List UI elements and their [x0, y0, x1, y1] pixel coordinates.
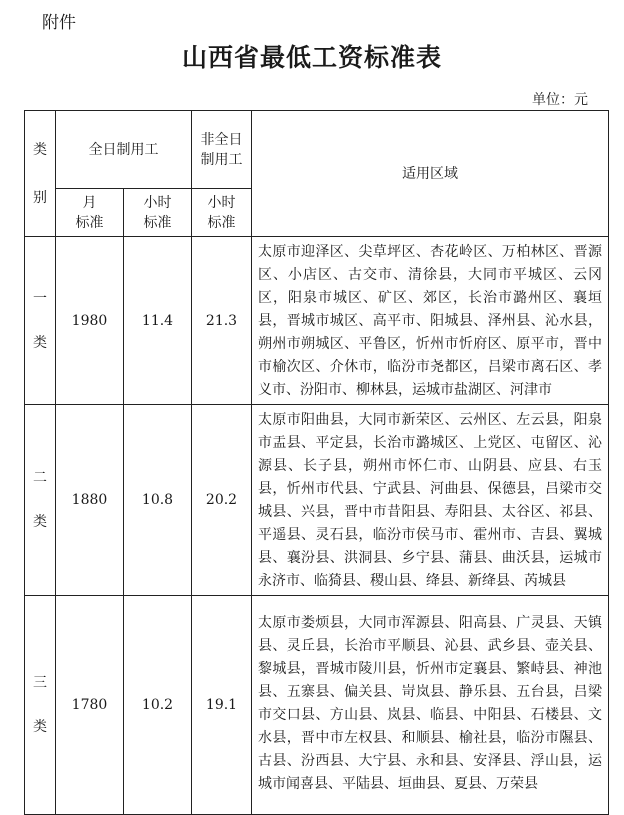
header-part-time: [192, 111, 252, 189]
minimum-wage-table: [24, 110, 609, 815]
row-category-line2: 类: [33, 334, 47, 351]
row-hourly-part: 19.1: [192, 596, 252, 815]
header-monthly-line1: 月: [82, 194, 97, 211]
row-monthly: 1780: [56, 596, 124, 815]
row-monthly: 1980: [56, 237, 124, 405]
row-regions: 太原市迎泽区、尖草坪区、杏花岭区、万柏林区、晋源区、小店区、古交市、清徐县，大同市平城区、云冈区，阳泉市城区、矿区、郊区，长治市潞州区、襄垣县，晋城市城区、高平市、阳城县、泽州县、沁水县，朔州市朔城区、平鲁区，忻州市忻府区、原平市，晋中市榆次区、介休市，临汾市尧都区，吕梁市离石区、孝义市、汾阳市、柳林县，运城市盐湖区、河津市: [252, 237, 609, 405]
header-category-line1: 类: [33, 141, 47, 158]
row-category-line1: 一: [33, 290, 47, 307]
row-hourly-full: 10.2: [124, 596, 192, 815]
row-monthly: 1880: [56, 405, 124, 596]
table-header-row: [25, 111, 609, 189]
row-regions: 太原市阳曲县，大同市新荣区、云州区、左云县，阳泉市盂县、平定县，长治市潞城区、上党区、屯留区、沁源县、长子县，朔州市怀仁市、山阴县、应县、右玉县，忻州市代县、宁武县、河曲县、保德县，吕梁市交城县、兴县，晋中市昔阳县、寿阳县、太谷区、祁县、平遥县、灵石县，临汾市侯马市、霍州市、吉县、翼城县、襄汾县、洪洞县、乡宁县、蒲县、曲沃县，运城市永济市、临猗县、稷山县、绛县、新绛县、芮城县: [252, 405, 609, 596]
header-hourly-part-line1: 小时: [207, 194, 236, 211]
header-regions: 适用区域: [252, 111, 609, 237]
unit-label: 单位：元: [532, 92, 588, 108]
header-category: [25, 111, 56, 237]
header-hourly-part-line2: 标准: [207, 214, 236, 231]
row-category-line1: 二: [33, 470, 47, 486]
header-category-line2: 别: [33, 189, 47, 206]
header-hourly-part: [192, 189, 252, 237]
header-hourly-full-line2: 标准: [143, 214, 172, 231]
row-category: [25, 596, 56, 815]
header-full-time: 全日制用工: [56, 111, 192, 189]
row-category-line2: 类: [33, 514, 47, 530]
header-hourly-full: [124, 189, 192, 237]
header-monthly: [56, 189, 124, 237]
table-row: [25, 405, 609, 596]
row-category: [25, 237, 56, 405]
row-hourly-part: 21.3: [192, 237, 252, 405]
row-category-line1: 三: [33, 675, 47, 691]
row-hourly-part: 20.2: [192, 405, 252, 596]
attachment-label: 附件: [42, 13, 76, 33]
row-hourly-full: 10.8: [124, 405, 192, 596]
table-row: [25, 237, 609, 405]
header-monthly-line2: 标准: [75, 214, 104, 231]
row-category: [25, 405, 56, 596]
page-title: 山西省最低工资标准表: [181, 43, 442, 72]
row-regions: 太原市娄烦县，大同市浑源县、阳高县、广灵县、天镇县、灵丘县，长治市平顺县、沁县、武乡县、壶关县、黎城县，晋城市陵川县，忻州市定襄县、繁峙县、神池县、五寨县、偏关县、岢岚县、静乐县、五台县，吕梁市交口县、方山县、岚县、临县、中阳县、石楼县、文水县，晋中市左权县、和顺县、榆社县，临汾市隰县、古县、汾西县、大宁县、永和县、安泽县、浮山县，运城市闻喜县、平陆县、垣曲县、夏县、万荣县: [252, 596, 609, 815]
header-part-time-line1: 非全日: [200, 131, 243, 148]
header-part-time-line2: 制用工: [200, 151, 243, 168]
row-hourly-full: 11.4: [124, 237, 192, 405]
header-hourly-full-line1: 小时: [143, 194, 172, 211]
table-row: [25, 596, 609, 815]
row-category-line2: 类: [33, 719, 47, 735]
